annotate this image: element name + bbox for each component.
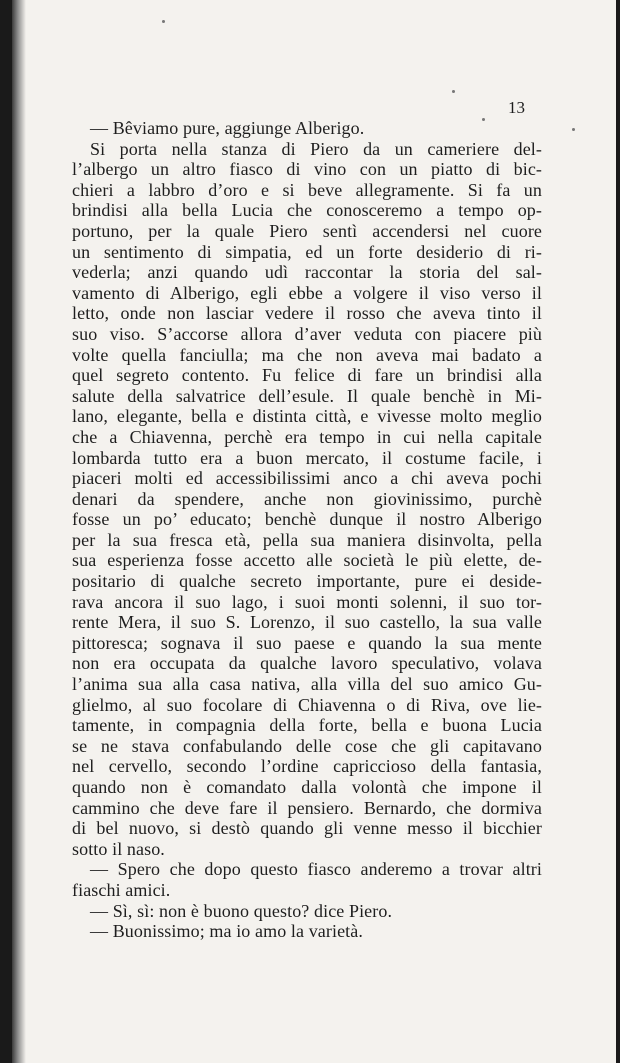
text-line: cammino che deve fare il pensiero. Bernardo, che dormiva [72,797,542,818]
text-line: — Spero che dopo questo fiasco anderemo a trovar altri [90,859,542,880]
text-line: rava ancora il suo lago, i suoi monti solenni, il suo tor- [72,591,542,612]
text-line: letto, onde non lasciar vedere il rosso che aveva tinto il [72,303,542,324]
text-line: volte quella fanciulla; ma che non aveva mai badato a [72,344,542,365]
text-line: lombarda tutto era a buon mercato, il costume facile, i [72,447,542,468]
text-line: Si porta nella stanza di Piero da un cameriere del- [90,138,542,159]
text-line: se ne stava confabulando delle cose che gli capitavano [72,735,542,756]
paper-speck [452,90,455,93]
text-line: piaceri molti ed accessibilissimi anco a chi aveva pochi [72,468,542,489]
text-line: portuno, per la quale Piero sentì accendersi nel cuore [72,220,542,241]
text-line: glielmo, al suo focolare di Chiavenna o di Riva, ove lie- [72,694,542,715]
text-line: per la sua fresca età, pella sua maniera disinvolta, pella [72,529,542,550]
page-binding-shadow [12,0,26,1063]
text-line: pittoresca; sognava il suo paese e quando la sua mente [72,632,542,653]
text-line: salute della salvatrice dell’esule. Il quale benchè in Mi- [72,385,542,406]
text-line: — Bêviamo pure, aggiunge Alberigo. [90,118,365,138]
text-line: brindisi alla bella Lucia che conosceremo a tempo op- [72,200,542,221]
book-page [12,0,616,1063]
text-line: rente Mera, il suo S. Lorenzo, il suo castello, la sua valle [72,612,542,633]
text-line: l’albergo un altro fiasco di vino con un piatto di bic- [72,159,542,180]
text-line: nel cervello, secondo l’ordine capriccioso della fantasia, [72,756,542,777]
text-line: quel segreto contento. Fu felice di fare un brindisi alla [72,365,542,386]
text-line: — Sì, sì: non è buono questo? dice Piero. [90,900,393,921]
text-line: un sentimento di simpatia, ed un forte desiderio di ri- [72,241,542,262]
text-line: positario di qualche secreto importante, pure ei deside- [72,571,542,592]
text-line: vederla; anzi quando udì raccontar la storia del sal- [72,262,542,283]
body-text [72,118,542,942]
text-line: vamento di Alberigo, egli ebbe a volgere il viso verso il [72,282,542,303]
page-number: 13 [508,98,525,117]
text-line: fosse un po’ educato; benchè dunque il nostro Alberigo [72,509,542,530]
text-line: — Buonissimo; ma io amo la varietà. [90,921,363,942]
text-line: sotto il naso. [72,838,165,859]
text-line: non era occupata da qualche lavoro speculativo, volava [72,653,542,674]
text-line: tamente, in compagnia della forte, bella e buona Lucia [72,715,542,736]
text-line: chieri a labbro d’oro e si beve allegramente. Si fa un [72,179,542,200]
text-line: sua esperienza fosse accetto alle società le più elette, de- [72,550,542,571]
text-line: quando non è comandato dalla volontà che impone il [72,777,542,797]
paper-speck [162,20,165,23]
text-line: fiaschi amici. [72,879,171,900]
text-line: che a Chiavenna, perchè era tempo in cui nella capitale [72,426,542,447]
text-line: di bel nuovo, si destò quando gli venne messo il bicchier [72,818,542,839]
text-line: lano, elegante, bella e distinta città, e vivesse molto meglio [72,406,542,427]
text-line: l’anima sua alla casa nativa, alla villa del suo amico Gu- [72,674,542,695]
text-line: denari da spendere, anche non giovinissimo, purchè [72,488,542,509]
paper-speck [572,128,575,131]
text-line: suo viso. S’accorse allora d’aver veduta con piacere più [72,323,542,344]
